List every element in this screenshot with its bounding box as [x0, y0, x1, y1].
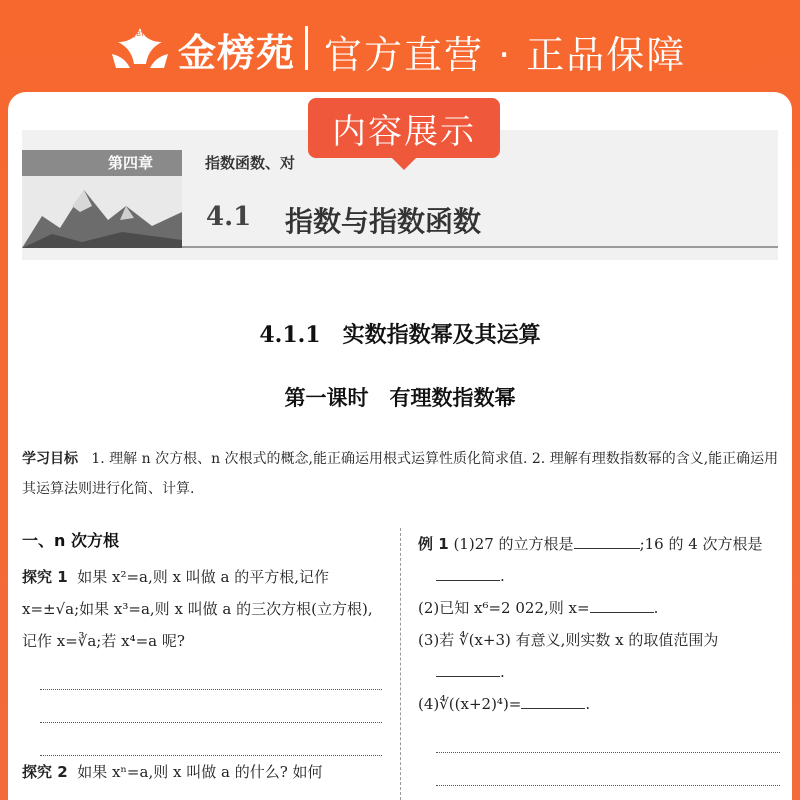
example-1-q3-text: (3)若 ∜(x+3) 有意义,则实数 x 的取值范围为: [418, 631, 719, 649]
chapter-title: 指数函数、对: [205, 154, 296, 172]
brand-logo-icon: [108, 20, 172, 72]
brand-name: 金榜苑: [178, 30, 296, 75]
blank[interactable]: [590, 612, 654, 613]
section-title: 指数与指数函数: [285, 205, 482, 238]
blank[interactable]: [436, 580, 500, 581]
example-1-q4: (4)∜((x+2)⁴)= .: [418, 695, 591, 713]
top-banner: [0, 0, 800, 92]
nth-root-heading: 一、n 次方根: [22, 531, 119, 550]
right-column: [418, 528, 780, 786]
answer-line: [40, 690, 382, 723]
banner-slogan: 官方直营 · 正品保障: [324, 33, 687, 77]
left-column: [22, 528, 382, 788]
answer-line: [40, 723, 382, 756]
section-underline: [182, 246, 778, 248]
blank[interactable]: [436, 676, 500, 677]
chapter-strip: [22, 150, 182, 176]
svg-text:JBY: JBY: [134, 30, 145, 38]
example-1-q3: [418, 624, 780, 656]
explore-1: [22, 561, 382, 657]
callout-tail: [390, 156, 418, 170]
goal-text: 1. 理解 n 次方根、n 次根式的概念,能正确运用根式运算性质化简求值. 2. 理解有理数指数幂的含义,能正确运用其运算法则进行化简、计算.: [22, 451, 779, 497]
explore-2-text: 如果 xⁿ=a,则 x 叫做 a 的什么? 如何: [77, 763, 323, 781]
example-1-label: 例 1: [418, 535, 449, 553]
example-1-q2: (2)已知 x⁶=2 022,则 x= .: [418, 599, 659, 617]
banner-divider: [305, 26, 308, 70]
blank[interactable]: [574, 548, 640, 549]
explore-2-label: 探究 2: [22, 763, 68, 781]
answer-line: [436, 720, 780, 753]
lesson-heading: 4.1.1 实数指数幂及其运算: [259, 322, 541, 348]
example-1-q1: [418, 528, 780, 560]
lesson-subheading: 第一课时 有理数指数幂: [284, 386, 516, 410]
explore-1-text: 如果 x²=a,则 x 叫做 a 的平方根,记作 x=±√a;如果 x³=a,则 x 叫做 a 的三次方根(立方根),记作 x=∛a;若 x⁴=a 呢?: [22, 568, 373, 650]
goal-label: 学习目标: [22, 451, 78, 467]
learning-goal: [22, 444, 780, 504]
example-1-q3-cont: .: [418, 656, 780, 688]
content-preview-callout: 内容展示: [308, 98, 500, 158]
example-1-q1b-text: ;16 的 4 次方根是: [639, 535, 763, 553]
example-1-q1-cont: .: [418, 560, 780, 592]
section-number: 4.1: [206, 202, 252, 232]
answer-line: [436, 753, 780, 786]
blank[interactable]: [521, 708, 585, 709]
example-1-q4-text: (4)∜((x+2)⁴)=: [418, 695, 522, 713]
column-divider: [400, 528, 401, 800]
answer-line: [40, 657, 382, 690]
chapter-label: 第四章: [108, 154, 154, 172]
explore-2: [22, 756, 382, 788]
example-1-q1-text: (1)27 的立方根是: [453, 535, 574, 553]
example-1-q2-text: (2)已知 x⁶=2 022,则 x=: [418, 599, 590, 617]
explore-1-label: 探究 1: [22, 568, 68, 586]
mountain-illustration: [22, 176, 182, 248]
